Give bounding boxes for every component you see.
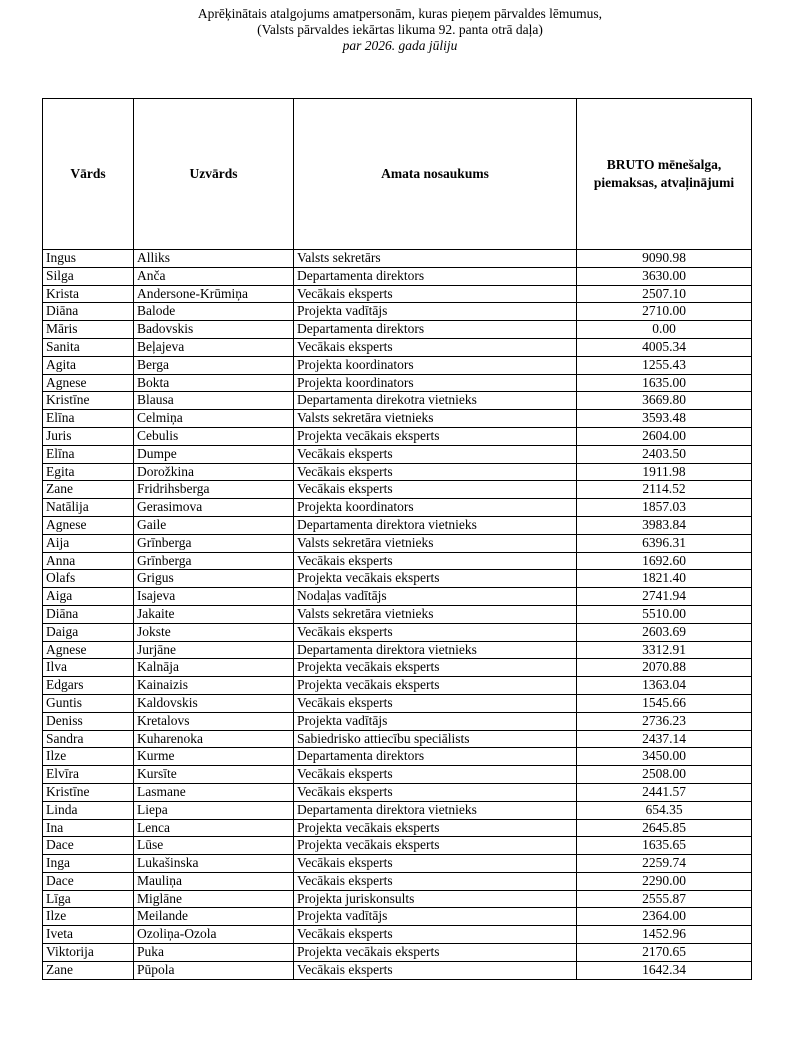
table-header-row bbox=[43, 99, 752, 250]
cell-first-name: Sanita bbox=[43, 338, 134, 356]
cell-position: Projekta vecākais eksperts bbox=[294, 570, 577, 588]
table-row bbox=[43, 677, 752, 695]
table-row bbox=[43, 890, 752, 908]
cell-position: Projekta vadītājs bbox=[294, 712, 577, 730]
cell-last-name: Andersone-Krūmiņa bbox=[134, 285, 294, 303]
table-row bbox=[43, 338, 752, 356]
column-header-first-name: Vārds bbox=[43, 99, 134, 250]
table-row bbox=[43, 356, 752, 374]
cell-gross-salary: 1635.00 bbox=[577, 374, 752, 392]
cell-gross-salary: 2114.52 bbox=[577, 481, 752, 499]
cell-first-name: Aiga bbox=[43, 588, 134, 606]
cell-position: Projekta vecākais eksperts bbox=[294, 427, 577, 445]
cell-last-name: Fridrihsberga bbox=[134, 481, 294, 499]
cell-position: Valsts sekretāra vietnieks bbox=[294, 605, 577, 623]
table-row bbox=[43, 748, 752, 766]
cell-position: Vecākais eksperts bbox=[294, 961, 577, 979]
salary-table bbox=[42, 98, 752, 980]
table-row bbox=[43, 783, 752, 801]
cell-position: Projekta vadītājs bbox=[294, 908, 577, 926]
cell-gross-salary: 6396.31 bbox=[577, 534, 752, 552]
cell-last-name: Mauliņa bbox=[134, 872, 294, 890]
cell-last-name: Meilande bbox=[134, 908, 294, 926]
cell-gross-salary: 3983.84 bbox=[577, 516, 752, 534]
cell-first-name: Agnese bbox=[43, 641, 134, 659]
heading-period: par 2026. gada jūliju bbox=[342, 38, 458, 53]
cell-position: Vecākais eksperts bbox=[294, 872, 577, 890]
cell-gross-salary: 1642.34 bbox=[577, 961, 752, 979]
cell-position: Projekta vecākais eksperts bbox=[294, 837, 577, 855]
cell-last-name: Beļajeva bbox=[134, 338, 294, 356]
table-row bbox=[43, 961, 752, 979]
cell-first-name: Agita bbox=[43, 356, 134, 374]
table-row bbox=[43, 481, 752, 499]
cell-position: Valsts sekretāra vietnieks bbox=[294, 534, 577, 552]
table-row bbox=[43, 267, 752, 285]
cell-gross-salary: 2259.74 bbox=[577, 855, 752, 873]
cell-gross-salary: 0.00 bbox=[577, 321, 752, 339]
cell-position: Valsts sekretārs bbox=[294, 250, 577, 268]
table-row bbox=[43, 641, 752, 659]
table-row bbox=[43, 588, 752, 606]
cell-last-name: Jakaite bbox=[134, 605, 294, 623]
table-row bbox=[43, 321, 752, 339]
cell-last-name: Balode bbox=[134, 303, 294, 321]
table-row bbox=[43, 374, 752, 392]
cell-gross-salary: 1545.66 bbox=[577, 694, 752, 712]
cell-last-name: Jokste bbox=[134, 623, 294, 641]
cell-gross-salary: 3593.48 bbox=[577, 410, 752, 428]
cell-gross-salary: 2364.00 bbox=[577, 908, 752, 926]
cell-first-name: Egita bbox=[43, 463, 134, 481]
table-row bbox=[43, 410, 752, 428]
table-row bbox=[43, 944, 752, 962]
table-row bbox=[43, 837, 752, 855]
cell-last-name: Badovskis bbox=[134, 321, 294, 339]
cell-gross-salary: 3312.91 bbox=[577, 641, 752, 659]
cell-position: Vecākais eksperts bbox=[294, 855, 577, 873]
table-row bbox=[43, 872, 752, 890]
cell-position: Departamenta direkotra vietnieks bbox=[294, 392, 577, 410]
cell-last-name: Puka bbox=[134, 944, 294, 962]
table-row bbox=[43, 819, 752, 837]
cell-last-name: Lenca bbox=[134, 819, 294, 837]
cell-first-name: Anna bbox=[43, 552, 134, 570]
cell-last-name: Anča bbox=[134, 267, 294, 285]
cell-position: Sabiedrisko attiecību speciālists bbox=[294, 730, 577, 748]
cell-gross-salary: 654.35 bbox=[577, 801, 752, 819]
table-row bbox=[43, 445, 752, 463]
cell-last-name: Miglāne bbox=[134, 890, 294, 908]
table-row bbox=[43, 712, 752, 730]
cell-position: Projekta koordinators bbox=[294, 356, 577, 374]
cell-first-name: Sandra bbox=[43, 730, 134, 748]
cell-first-name: Zane bbox=[43, 481, 134, 499]
cell-gross-salary: 2070.88 bbox=[577, 659, 752, 677]
cell-gross-salary: 1363.04 bbox=[577, 677, 752, 695]
table-row bbox=[43, 392, 752, 410]
cell-gross-salary: 1635.65 bbox=[577, 837, 752, 855]
cell-position: Projekta vecākais eksperts bbox=[294, 677, 577, 695]
cell-gross-salary: 2290.00 bbox=[577, 872, 752, 890]
cell-first-name: Iveta bbox=[43, 926, 134, 944]
cell-last-name: Celmiņa bbox=[134, 410, 294, 428]
table-row bbox=[43, 694, 752, 712]
table-row bbox=[43, 605, 752, 623]
cell-gross-salary: 1452.96 bbox=[577, 926, 752, 944]
cell-first-name: Aija bbox=[43, 534, 134, 552]
cell-gross-salary: 2508.00 bbox=[577, 766, 752, 784]
cell-position: Vecākais eksperts bbox=[294, 623, 577, 641]
cell-first-name: Dace bbox=[43, 872, 134, 890]
cell-gross-salary: 1692.60 bbox=[577, 552, 752, 570]
cell-last-name: Alliks bbox=[134, 250, 294, 268]
cell-position: Projekta vadītājs bbox=[294, 303, 577, 321]
cell-gross-salary: 2437.14 bbox=[577, 730, 752, 748]
cell-last-name: Kursīte bbox=[134, 766, 294, 784]
table-row bbox=[43, 534, 752, 552]
cell-first-name: Juris bbox=[43, 427, 134, 445]
cell-last-name: Dumpe bbox=[134, 445, 294, 463]
cell-position: Projekta koordinators bbox=[294, 374, 577, 392]
cell-gross-salary: 1821.40 bbox=[577, 570, 752, 588]
cell-first-name: Natālija bbox=[43, 499, 134, 517]
cell-gross-salary: 3630.00 bbox=[577, 267, 752, 285]
cell-position: Vecākais eksperts bbox=[294, 766, 577, 784]
document-heading bbox=[0, 6, 800, 54]
table-row bbox=[43, 499, 752, 517]
cell-position: Projekta koordinators bbox=[294, 499, 577, 517]
cell-last-name: Pūpola bbox=[134, 961, 294, 979]
table-row bbox=[43, 552, 752, 570]
cell-last-name: Cebulis bbox=[134, 427, 294, 445]
cell-position: Projekta vecākais eksperts bbox=[294, 944, 577, 962]
heading-title: Aprēķinātais atalgojums amatpersonām, kuras pieņem pārvaldes lēmumus, bbox=[197, 6, 603, 21]
table-row bbox=[43, 623, 752, 641]
cell-first-name: Linda bbox=[43, 801, 134, 819]
table-row bbox=[43, 766, 752, 784]
table-row bbox=[43, 303, 752, 321]
cell-position: Departamenta direktors bbox=[294, 267, 577, 285]
cell-first-name: Daiga bbox=[43, 623, 134, 641]
cell-last-name: Grīnberga bbox=[134, 534, 294, 552]
cell-position: Vecākais eksperts bbox=[294, 285, 577, 303]
table-row bbox=[43, 570, 752, 588]
cell-last-name: Lūse bbox=[134, 837, 294, 855]
heading-law-reference: (Valsts pārvaldes iekārtas likuma 92. panta otrā daļa) bbox=[257, 22, 543, 37]
cell-first-name: Kristīne bbox=[43, 392, 134, 410]
cell-gross-salary: 2403.50 bbox=[577, 445, 752, 463]
cell-last-name: Ozoliņa-Ozola bbox=[134, 926, 294, 944]
cell-gross-salary: 2604.00 bbox=[577, 427, 752, 445]
table-row bbox=[43, 463, 752, 481]
cell-position: Departamenta direktors bbox=[294, 748, 577, 766]
cell-first-name: Olafs bbox=[43, 570, 134, 588]
cell-first-name: Ina bbox=[43, 819, 134, 837]
cell-first-name: Kristīne bbox=[43, 783, 134, 801]
cell-gross-salary: 1255.43 bbox=[577, 356, 752, 374]
cell-last-name: Kretalovs bbox=[134, 712, 294, 730]
column-header-last-name: Uzvārds bbox=[134, 99, 294, 250]
cell-gross-salary: 9090.98 bbox=[577, 250, 752, 268]
cell-position: Vecākais eksperts bbox=[294, 445, 577, 463]
cell-first-name: Edgars bbox=[43, 677, 134, 695]
cell-first-name: Silga bbox=[43, 267, 134, 285]
cell-first-name: Zane bbox=[43, 961, 134, 979]
column-header-position: Amata nosaukums bbox=[294, 99, 577, 250]
cell-last-name: Lasmane bbox=[134, 783, 294, 801]
cell-gross-salary: 1857.03 bbox=[577, 499, 752, 517]
cell-last-name: Dorožkina bbox=[134, 463, 294, 481]
cell-last-name: Grīnberga bbox=[134, 552, 294, 570]
cell-gross-salary: 3669.80 bbox=[577, 392, 752, 410]
cell-first-name: Ilze bbox=[43, 748, 134, 766]
cell-last-name: Kalnāja bbox=[134, 659, 294, 677]
cell-gross-salary: 2645.85 bbox=[577, 819, 752, 837]
cell-last-name: Kaldovskis bbox=[134, 694, 294, 712]
cell-last-name: Lukašinska bbox=[134, 855, 294, 873]
cell-position: Projekta vecākais eksperts bbox=[294, 659, 577, 677]
cell-first-name: Agnese bbox=[43, 516, 134, 534]
cell-gross-salary: 1911.98 bbox=[577, 463, 752, 481]
cell-gross-salary: 2507.10 bbox=[577, 285, 752, 303]
table-row bbox=[43, 730, 752, 748]
cell-position: Departamenta direktors bbox=[294, 321, 577, 339]
cell-first-name: Inga bbox=[43, 855, 134, 873]
cell-position: Valsts sekretāra vietnieks bbox=[294, 410, 577, 428]
cell-gross-salary: 2170.65 bbox=[577, 944, 752, 962]
cell-last-name: Berga bbox=[134, 356, 294, 374]
cell-last-name: Gaile bbox=[134, 516, 294, 534]
cell-first-name: Elīna bbox=[43, 445, 134, 463]
cell-gross-salary: 2555.87 bbox=[577, 890, 752, 908]
cell-gross-salary: 2736.23 bbox=[577, 712, 752, 730]
cell-position: Vecākais eksperts bbox=[294, 552, 577, 570]
cell-last-name: Blausa bbox=[134, 392, 294, 410]
cell-position: Projekta vecākais eksperts bbox=[294, 819, 577, 837]
table-row bbox=[43, 250, 752, 268]
cell-position: Projekta juriskonsults bbox=[294, 890, 577, 908]
cell-gross-salary: 2603.69 bbox=[577, 623, 752, 641]
cell-last-name: Grigus bbox=[134, 570, 294, 588]
cell-gross-salary: 2710.00 bbox=[577, 303, 752, 321]
cell-position: Nodaļas vadītājs bbox=[294, 588, 577, 606]
table-row bbox=[43, 659, 752, 677]
cell-position: Vecākais eksperts bbox=[294, 783, 577, 801]
cell-first-name: Māris bbox=[43, 321, 134, 339]
cell-first-name: Diāna bbox=[43, 303, 134, 321]
table-row bbox=[43, 855, 752, 873]
cell-last-name: Bokta bbox=[134, 374, 294, 392]
cell-first-name: Ilze bbox=[43, 908, 134, 926]
cell-gross-salary: 2441.57 bbox=[577, 783, 752, 801]
cell-last-name: Kuharenoka bbox=[134, 730, 294, 748]
cell-first-name: Ilva bbox=[43, 659, 134, 677]
cell-first-name: Agnese bbox=[43, 374, 134, 392]
cell-position: Departamenta direktora vietnieks bbox=[294, 641, 577, 659]
table-row bbox=[43, 926, 752, 944]
cell-position: Vecākais eksperts bbox=[294, 926, 577, 944]
cell-last-name: Gerasimova bbox=[134, 499, 294, 517]
cell-position: Vecākais eksperts bbox=[294, 463, 577, 481]
cell-first-name: Elīna bbox=[43, 410, 134, 428]
cell-first-name: Guntis bbox=[43, 694, 134, 712]
cell-last-name: Isajeva bbox=[134, 588, 294, 606]
table-body bbox=[43, 250, 752, 980]
cell-first-name: Elvīra bbox=[43, 766, 134, 784]
cell-first-name: Viktorija bbox=[43, 944, 134, 962]
cell-gross-salary: 2741.94 bbox=[577, 588, 752, 606]
table-row bbox=[43, 427, 752, 445]
cell-position: Vecākais eksperts bbox=[294, 338, 577, 356]
cell-gross-salary: 5510.00 bbox=[577, 605, 752, 623]
cell-position: Vecākais eksperts bbox=[294, 694, 577, 712]
cell-last-name: Kainaizis bbox=[134, 677, 294, 695]
table-row bbox=[43, 908, 752, 926]
cell-position: Departamenta direktora vietnieks bbox=[294, 516, 577, 534]
cell-position: Vecākais eksperts bbox=[294, 481, 577, 499]
cell-first-name: Deniss bbox=[43, 712, 134, 730]
cell-last-name: Kurme bbox=[134, 748, 294, 766]
cell-position: Departamenta direktora vietnieks bbox=[294, 801, 577, 819]
cell-last-name: Jurjāne bbox=[134, 641, 294, 659]
cell-first-name: Dace bbox=[43, 837, 134, 855]
cell-first-name: Līga bbox=[43, 890, 134, 908]
column-header-gross-salary: BRUTO mēnešalga, piemaksas, atvaļinājumi bbox=[577, 99, 752, 250]
cell-first-name: Krista bbox=[43, 285, 134, 303]
cell-gross-salary: 4005.34 bbox=[577, 338, 752, 356]
cell-gross-salary: 3450.00 bbox=[577, 748, 752, 766]
cell-first-name: Ingus bbox=[43, 250, 134, 268]
cell-first-name: Diāna bbox=[43, 605, 134, 623]
cell-last-name: Liepa bbox=[134, 801, 294, 819]
table-row bbox=[43, 801, 752, 819]
table-row bbox=[43, 516, 752, 534]
table-row bbox=[43, 285, 752, 303]
